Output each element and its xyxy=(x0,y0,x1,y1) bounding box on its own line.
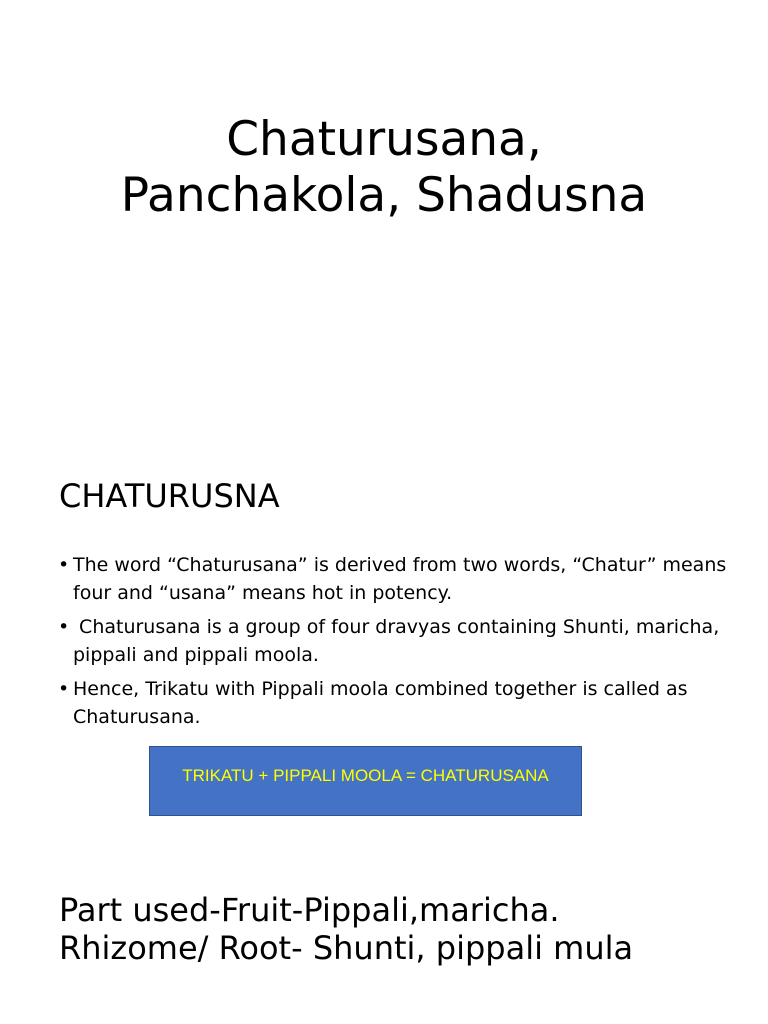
section-heading: CHATURUSNA xyxy=(59,477,280,515)
bullet-icon: • xyxy=(58,554,70,576)
bullet-text: Chaturusana is a group of four dravyas containing Shunti, maricha, pippali and pippali moola. xyxy=(73,616,726,666)
bullet-icon: • xyxy=(58,616,70,638)
parts-used-line-2: Rhizome/ Root- Shunti, pippali mula xyxy=(59,929,634,967)
slide-title-line-2: Panchakola, Shadusna xyxy=(120,168,648,223)
list-item xyxy=(58,675,738,731)
bullet-text: Hence, Trikatu with Pippali moola combined together is called as Chaturusana. xyxy=(73,678,688,728)
slide-title xyxy=(0,112,768,224)
bullet-icon: • xyxy=(58,678,70,700)
bullet-list xyxy=(58,551,738,737)
list-item xyxy=(58,551,738,607)
formula-box xyxy=(149,746,582,816)
slide-title-line-1: Chaturusana, xyxy=(226,112,542,167)
parts-used-line-1: Part used-Fruit-Pippali,maricha. xyxy=(59,891,560,929)
list-item xyxy=(58,613,738,669)
parts-used-text xyxy=(59,891,633,967)
formula-text: TRIKATU + PIPPALI MOOLA = CHATURUSANA xyxy=(182,766,549,785)
bullet-text: The word “Chaturusana” is derived from two words, “Chatur” means four and “usana” means hot in potency. xyxy=(73,554,727,604)
